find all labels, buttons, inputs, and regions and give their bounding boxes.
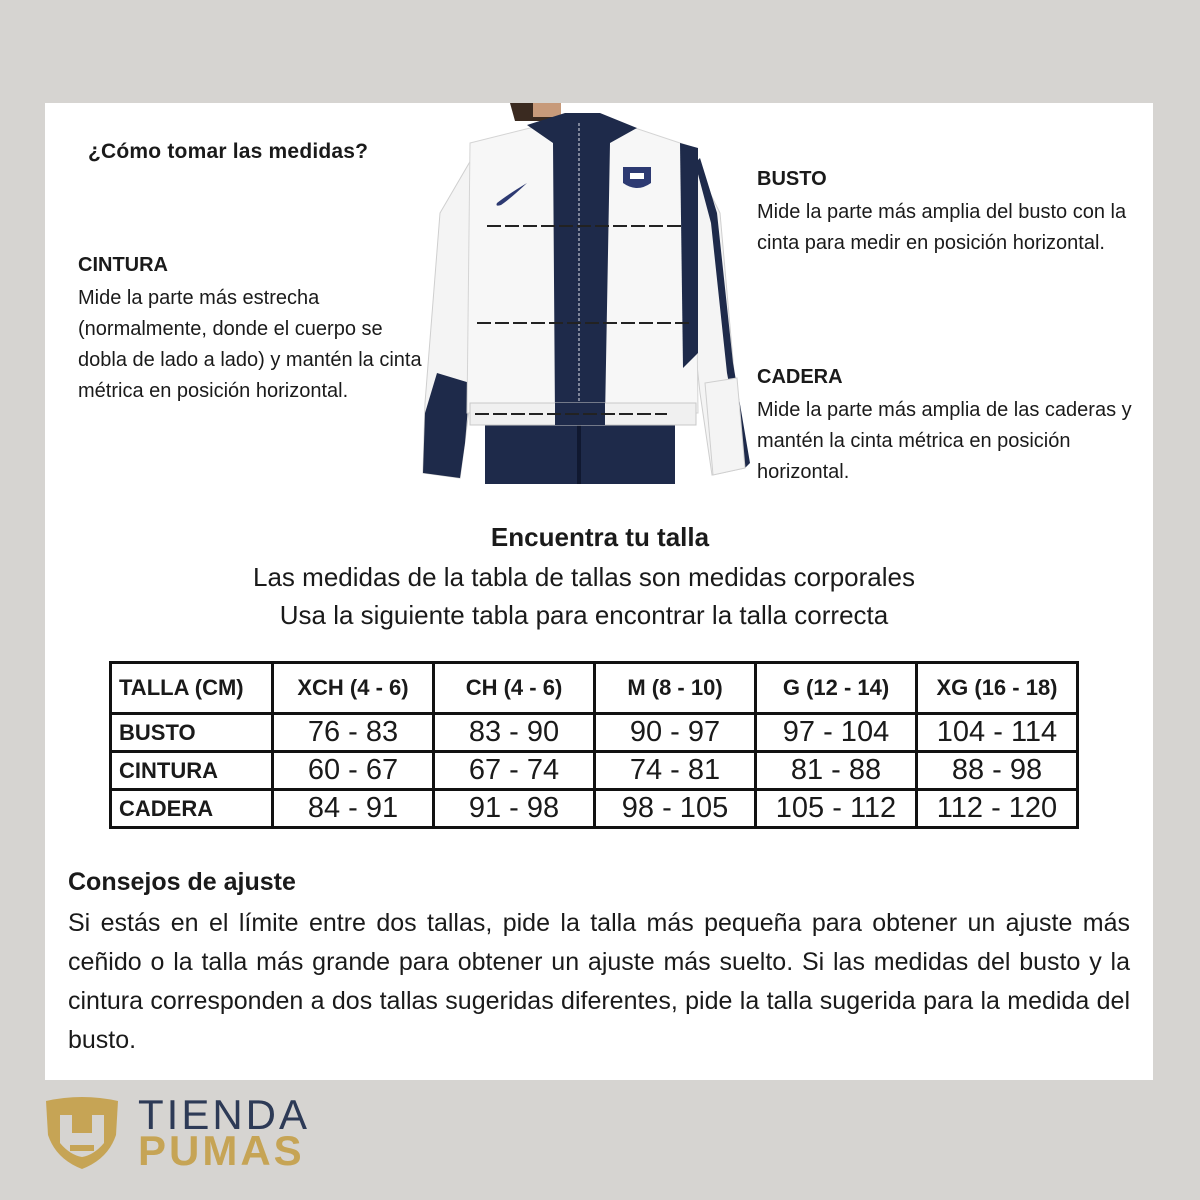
table-cell: 76 - 83: [273, 714, 434, 752]
header-cell: M (8 - 10): [595, 663, 756, 714]
pumas-logo-icon: [42, 1093, 122, 1173]
table-row: [111, 714, 1078, 752]
cintura-instructions: [78, 254, 428, 407]
jacket-illustration: [415, 103, 750, 484]
table-cell: 104 - 114: [917, 714, 1078, 752]
cadera-instructions: [757, 366, 1142, 488]
table-cell: 112 - 120: [917, 790, 1078, 828]
header-cell: G (12 - 14): [756, 663, 917, 714]
table-cell: 81 - 88: [756, 752, 917, 790]
table-cell: 98 - 105: [595, 790, 756, 828]
header-cell: CH (4 - 6): [434, 663, 595, 714]
table-cell: 90 - 97: [595, 714, 756, 752]
row-label: CINTURA: [111, 752, 273, 790]
find-size-line-2: Usa la siguiente tabla para encontrar la talla correcta: [279, 600, 889, 630]
busto-instructions: [757, 168, 1137, 259]
brand-name-tienda: TIENDA: [138, 1091, 311, 1138]
table-cell: 83 - 90: [434, 714, 595, 752]
cintura-label: CINTURA: [78, 254, 168, 276]
size-table: [109, 661, 1079, 829]
table-cell: 88 - 98: [917, 752, 1078, 790]
table-cell: 67 - 74: [434, 752, 595, 790]
busto-label: BUSTO: [757, 168, 827, 190]
header-cell: TALLA (CM): [111, 663, 273, 714]
fit-tips-title: Consejos de ajuste: [68, 868, 296, 896]
header-cell: XG (16 - 18): [917, 663, 1078, 714]
cadera-text: Mide la parte más amplia de las caderas y mantén la cinta métrica en posición horizontal.: [757, 399, 1132, 483]
table-cell: 91 - 98: [434, 790, 595, 828]
cintura-text: Mide la parte más estrecha (normalmente, donde el cuerpo se dobla de lado a lado) y mantén la cinta métrica en posición horizontal.: [78, 287, 422, 402]
how-to-measure-title: ¿Cómo tomar las medidas?: [88, 140, 369, 163]
table-cell: 97 - 104: [756, 714, 917, 752]
table-row: [111, 752, 1078, 790]
row-label: BUSTO: [111, 714, 273, 752]
brand-name-pumas: PUMAS: [138, 1127, 305, 1174]
table-row: [111, 790, 1078, 828]
fit-tips-text: Si estás en el límite entre dos tallas, pide la talla más pequeña para obtener un ajuste más ceñido o la talla más grande para obtener un ajuste más suelto. Si las medidas del busto y la cintura corresponden a dos tallas sugeridas diferentes, pide la talla sugerida para la medida del busto.: [68, 909, 1130, 1054]
table-cell: 74 - 81: [595, 752, 756, 790]
table-header-row: [111, 663, 1078, 714]
cadera-label: CADERA: [757, 366, 843, 388]
find-size-line-1: Las medidas de la tabla de tallas son medidas corporales: [253, 562, 915, 592]
table-cell: 84 - 91: [273, 790, 434, 828]
table-cell: 60 - 67: [273, 752, 434, 790]
table-cell: 105 - 112: [756, 790, 917, 828]
busto-text: Mide la parte más amplia del busto con la cinta para medir en posición horizontal.: [757, 201, 1127, 254]
header-cell: XCH (4 - 6): [273, 663, 434, 714]
find-size-title: Encuentra tu talla: [490, 522, 710, 552]
row-label: CADERA: [111, 790, 273, 828]
